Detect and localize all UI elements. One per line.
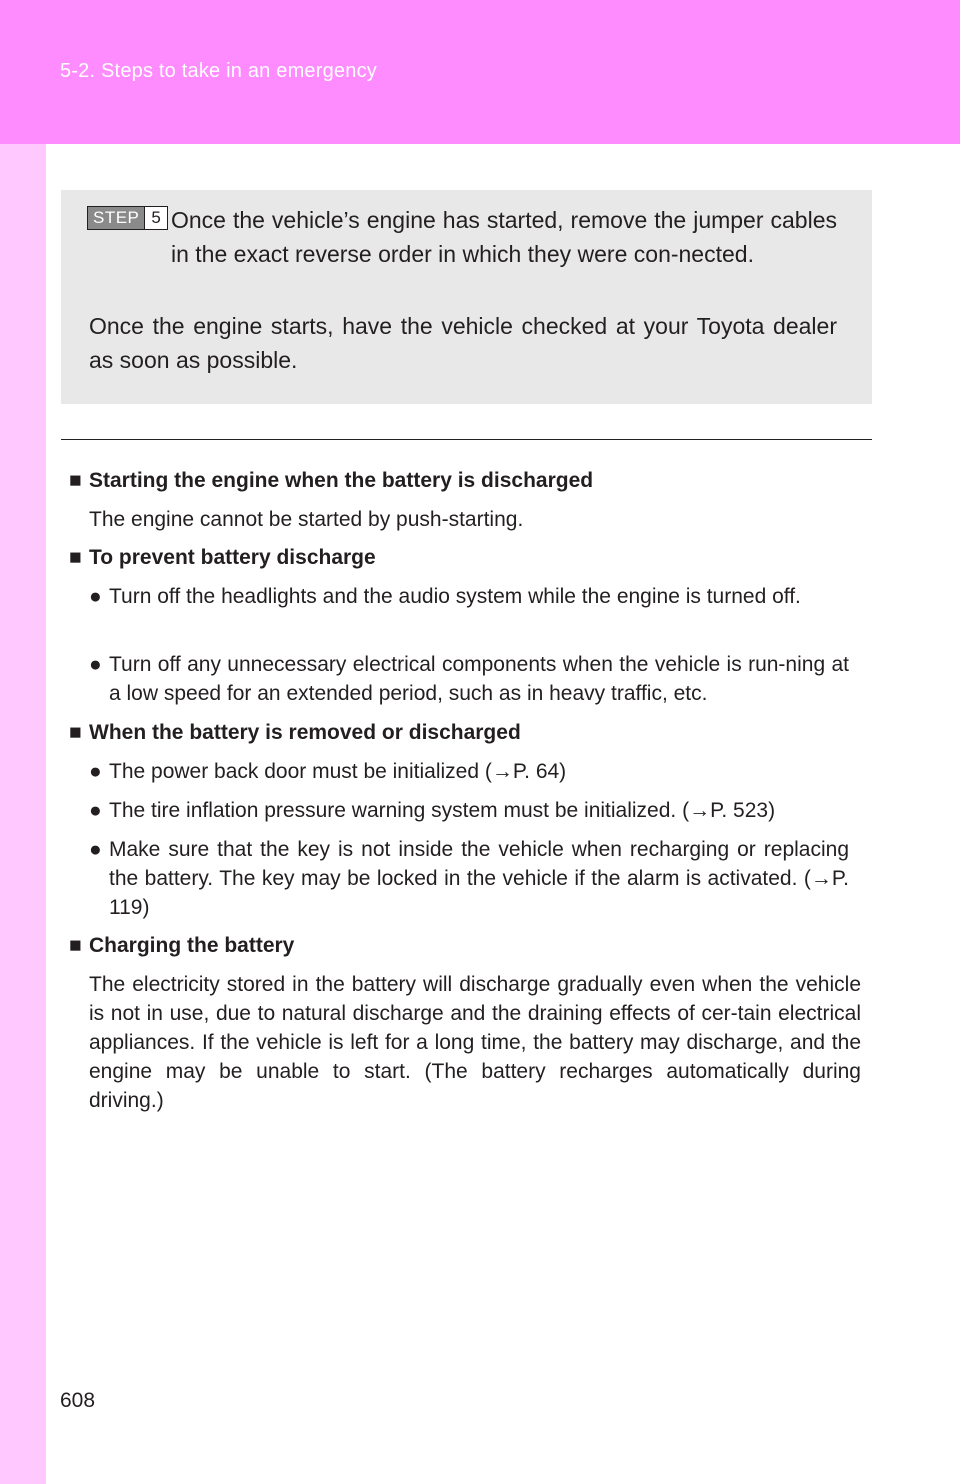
section-title: 5-2. Steps to take in an emergency — [60, 60, 377, 82]
section-heading: ■ To prevent battery discharge — [69, 544, 376, 572]
list-item: ● The tire inflation pressure warning system must be initialized. (→P. 523) — [89, 796, 849, 825]
circle-bullet-icon: ● — [89, 585, 102, 608]
step-tag-label: STEP — [88, 207, 144, 229]
square-bullet-icon: ■ — [69, 721, 82, 744]
circle-bullet-icon: ● — [89, 838, 102, 861]
section-paragraph: The electricity stored in the battery will discharge gradually even when the vehicle is not in use, due to natural discharge and the draining effects of cer-tain electrical appliances. If the vehicle is left for a long time, the battery may discharge, and the engine may be unable to start. (The battery recharges automatically during driving.) — [89, 973, 861, 1112]
side-margin-band — [0, 144, 46, 1484]
section-heading: ■ Starting the engine when the battery is discharged — [69, 467, 593, 495]
step-tag — [87, 206, 168, 230]
list-item: ● Make sure that the key is not inside the vehicle when recharging or replacing the battery. The key may be locked in the vehicle if the alarm is activated. (→P. 119) — [89, 835, 849, 922]
square-bullet-icon: ■ — [69, 546, 82, 569]
list-item: ● Turn off any unnecessary electrical components when the vehicle is run-ning at a low speed for an extended period, such as in heavy traffic, etc. — [89, 650, 849, 708]
list-item: ● The power back door must be initialized (→P. 64) — [89, 757, 849, 786]
section-heading: ■ Charging the battery — [69, 932, 294, 960]
section-divider — [61, 439, 872, 440]
square-bullet-icon: ■ — [69, 934, 82, 957]
step-instruction: Once the vehicle’s engine has started, remove the jumper cables in the exact reverse order in which they were con-nected. — [171, 207, 837, 267]
circle-bullet-icon: ● — [89, 653, 102, 676]
square-bullet-icon: ■ — [69, 469, 82, 492]
step-note: Once the engine starts, have the vehicle checked at your Toyota dealer as soon as possible. — [89, 313, 837, 373]
section-paragraph: The engine cannot be started by push-starting. — [89, 508, 524, 531]
list-item: ● Turn off the headlights and the audio system while the engine is turned off. — [89, 582, 849, 611]
page-number: 608 — [60, 1389, 96, 1412]
section-heading: ■ When the battery is removed or discharged — [69, 719, 521, 747]
step-tag-number: 5 — [144, 207, 166, 229]
circle-bullet-icon: ● — [89, 760, 102, 783]
watermark: carmanualsonline.info — [724, 1458, 909, 1479]
circle-bullet-icon: ● — [89, 799, 102, 822]
